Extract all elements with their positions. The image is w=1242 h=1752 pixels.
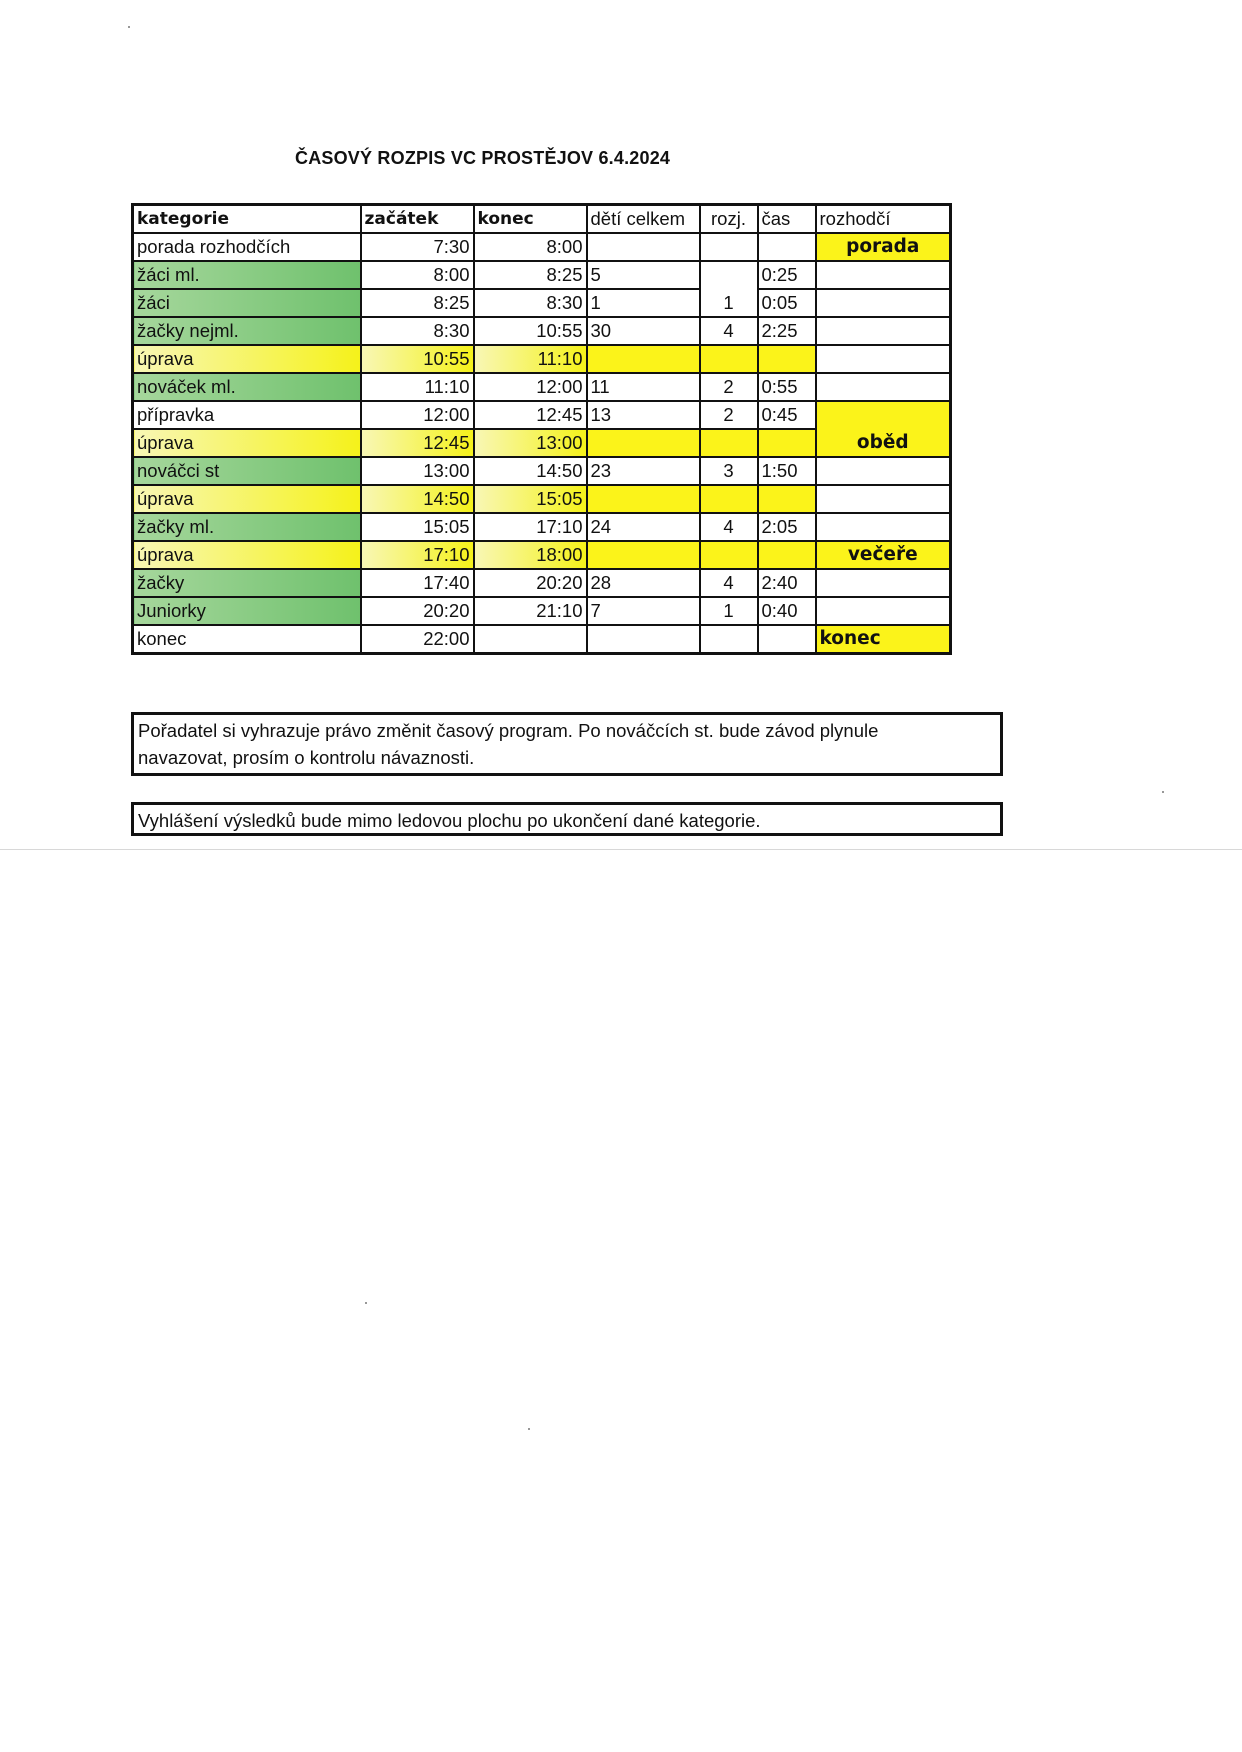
col-header-cas: čas (758, 205, 816, 234)
cell-cas: 0:25 (758, 261, 816, 289)
organizer-note (131, 712, 1003, 776)
cell-cas: 0:45 (758, 401, 816, 429)
cell-rozhodci (816, 569, 951, 597)
scan-speck (365, 1302, 367, 1304)
col-header-zacatek: začátek (361, 205, 474, 234)
cell-deti: 23 (587, 457, 700, 485)
cell-cas (758, 233, 816, 261)
cell-konec: 12:00 (474, 373, 587, 401)
cell-rozj: 4 (700, 317, 758, 345)
table-row (133, 233, 951, 261)
table-row (133, 345, 951, 373)
cell-kategorie: přípravka (133, 401, 361, 429)
cell-rozj: 3 (700, 457, 758, 485)
cell-konec: 11:10 (474, 345, 587, 373)
cell-rozj: 4 (700, 513, 758, 541)
cell-cas (758, 345, 816, 373)
cell-konec: 17:10 (474, 513, 587, 541)
cell-rozj (700, 233, 758, 261)
cell-kategorie: úprava (133, 345, 361, 373)
cell-rozhodci (816, 289, 951, 317)
cell-cas: 2:05 (758, 513, 816, 541)
cell-deti (587, 625, 700, 654)
col-header-kategorie: kategorie (133, 205, 361, 234)
cell-konec: 8:30 (474, 289, 587, 317)
cell-cas (758, 429, 816, 457)
cell-cas (758, 485, 816, 513)
cell-kategorie: žáci ml. (133, 261, 361, 289)
cell-zacatek: 10:55 (361, 345, 474, 373)
cell-deti: 24 (587, 513, 700, 541)
table-row (133, 513, 951, 541)
cell-deti: 13 (587, 401, 700, 429)
cell-rozj: 4 (700, 569, 758, 597)
cell-rozj (700, 541, 758, 569)
cell-rozj (700, 345, 758, 373)
cell-deti: 28 (587, 569, 700, 597)
cell-zacatek: 12:00 (361, 401, 474, 429)
cell-deti: 1 (587, 289, 700, 317)
cell-kategorie: úprava (133, 485, 361, 513)
cell-cas: 0:05 (758, 289, 816, 317)
cell-konec: 14:50 (474, 457, 587, 485)
page-fold-line (0, 849, 1242, 850)
table-row (133, 373, 951, 401)
cell-rozj: 1 (700, 597, 758, 625)
cell-kategorie: žačky nejml. (133, 317, 361, 345)
table-row (133, 597, 951, 625)
cell-deti: 30 (587, 317, 700, 345)
cell-zacatek: 12:45 (361, 429, 474, 457)
table-row (133, 317, 951, 345)
table-row (133, 485, 951, 513)
cell-konec: 8:25 (474, 261, 587, 289)
cell-rozhodci (816, 373, 951, 401)
cell-konec (474, 625, 587, 654)
cell-rozj (700, 485, 758, 513)
cell-konec: 20:20 (474, 569, 587, 597)
header-row (133, 205, 951, 234)
cell-konec: 8:00 (474, 233, 587, 261)
cell-zacatek: 8:25 (361, 289, 474, 317)
col-header-rozj: rozj. (700, 205, 758, 234)
results-note: Vyhlášení výsledků bude mimo ledovou plochu po ukončení dané kategorie. (131, 802, 1003, 836)
cell-rozhodci (816, 317, 951, 345)
cell-konec: 21:10 (474, 597, 587, 625)
col-header-konec: konec (474, 205, 587, 234)
cell-rozhodci (816, 345, 951, 373)
referee-obed: oběd (816, 401, 951, 457)
cell-konec: 10:55 (474, 317, 587, 345)
cell-konec: 12:45 (474, 401, 587, 429)
cell-konec: 13:00 (474, 429, 587, 457)
cell-deti (587, 429, 700, 457)
organizer-note-line1: Pořadatel si vyhrazuje právo změnit časový program. Po nováčcích st. bude závod plynule (138, 720, 879, 741)
cell-cas: 0:55 (758, 373, 816, 401)
cell-kategorie: úprava (133, 429, 361, 457)
cell-kategorie: Juniorky (133, 597, 361, 625)
cell-konec: 15:05 (474, 485, 587, 513)
cell-zacatek: 8:30 (361, 317, 474, 345)
table-row (133, 625, 951, 654)
cell-rozj (700, 625, 758, 654)
scan-speck (128, 26, 130, 28)
cell-zacatek: 8:00 (361, 261, 474, 289)
cell-rozhodci (816, 457, 951, 485)
cell-kategorie: úprava (133, 541, 361, 569)
cell-cas (758, 625, 816, 654)
cell-deti (587, 485, 700, 513)
page-title: ČASOVÝ ROZPIS VC PROSTĚJOV 6.4.2024 (295, 148, 671, 168)
cell-rozj: 2 (700, 401, 758, 429)
cell-zacatek: 15:05 (361, 513, 474, 541)
cell-deti (587, 345, 700, 373)
table-row (133, 289, 951, 317)
cell-zacatek: 13:00 (361, 457, 474, 485)
schedule-table (131, 203, 952, 655)
table-row (133, 457, 951, 485)
cell-zacatek: 20:20 (361, 597, 474, 625)
cell-cas: 2:25 (758, 317, 816, 345)
cell-deti: 5 (587, 261, 700, 289)
cell-rozhodci (816, 261, 951, 289)
cell-deti (587, 541, 700, 569)
table-row (133, 541, 951, 569)
table-row (133, 569, 951, 597)
cell-cas: 1:50 (758, 457, 816, 485)
cell-zacatek: 14:50 (361, 485, 474, 513)
cell-deti: 11 (587, 373, 700, 401)
scan-speck (528, 1428, 530, 1430)
cell-kategorie: konec (133, 625, 361, 654)
cell-kategorie: žáci (133, 289, 361, 317)
cell-kategorie: nováček ml. (133, 373, 361, 401)
cell-rozhodci (816, 485, 951, 513)
cell-cas: 2:40 (758, 569, 816, 597)
table-row (133, 401, 951, 429)
cell-zacatek: 22:00 (361, 625, 474, 654)
cell-deti (587, 233, 700, 261)
cell-rozhodci (816, 597, 951, 625)
cell-rozj (700, 429, 758, 457)
cell-rozj: 1 (700, 261, 758, 317)
scan-speck (1162, 791, 1164, 793)
cell-rozj: 2 (700, 373, 758, 401)
referee-vecere: večeře (816, 541, 951, 569)
cell-kategorie: porada rozhodčích (133, 233, 361, 261)
cell-zacatek: 17:40 (361, 569, 474, 597)
referee-konec: konec (816, 625, 951, 654)
cell-zacatek: 7:30 (361, 233, 474, 261)
cell-cas: 0:40 (758, 597, 816, 625)
cell-deti: 7 (587, 597, 700, 625)
table-row (133, 261, 951, 289)
cell-zacatek: 11:10 (361, 373, 474, 401)
cell-kategorie: nováčci st (133, 457, 361, 485)
col-header-deti: dětí celkem (587, 205, 700, 234)
cell-rozhodci (816, 513, 951, 541)
cell-konec: 18:00 (474, 541, 587, 569)
cell-cas (758, 541, 816, 569)
cell-kategorie: žačky ml. (133, 513, 361, 541)
cell-zacatek: 17:10 (361, 541, 474, 569)
organizer-note-line2: navazovat, prosím o kontrolu návaznosti. (138, 747, 475, 768)
referee-porada: porada (816, 233, 951, 261)
cell-kategorie: žačky (133, 569, 361, 597)
col-header-rozhodci: rozhodčí (816, 205, 951, 234)
